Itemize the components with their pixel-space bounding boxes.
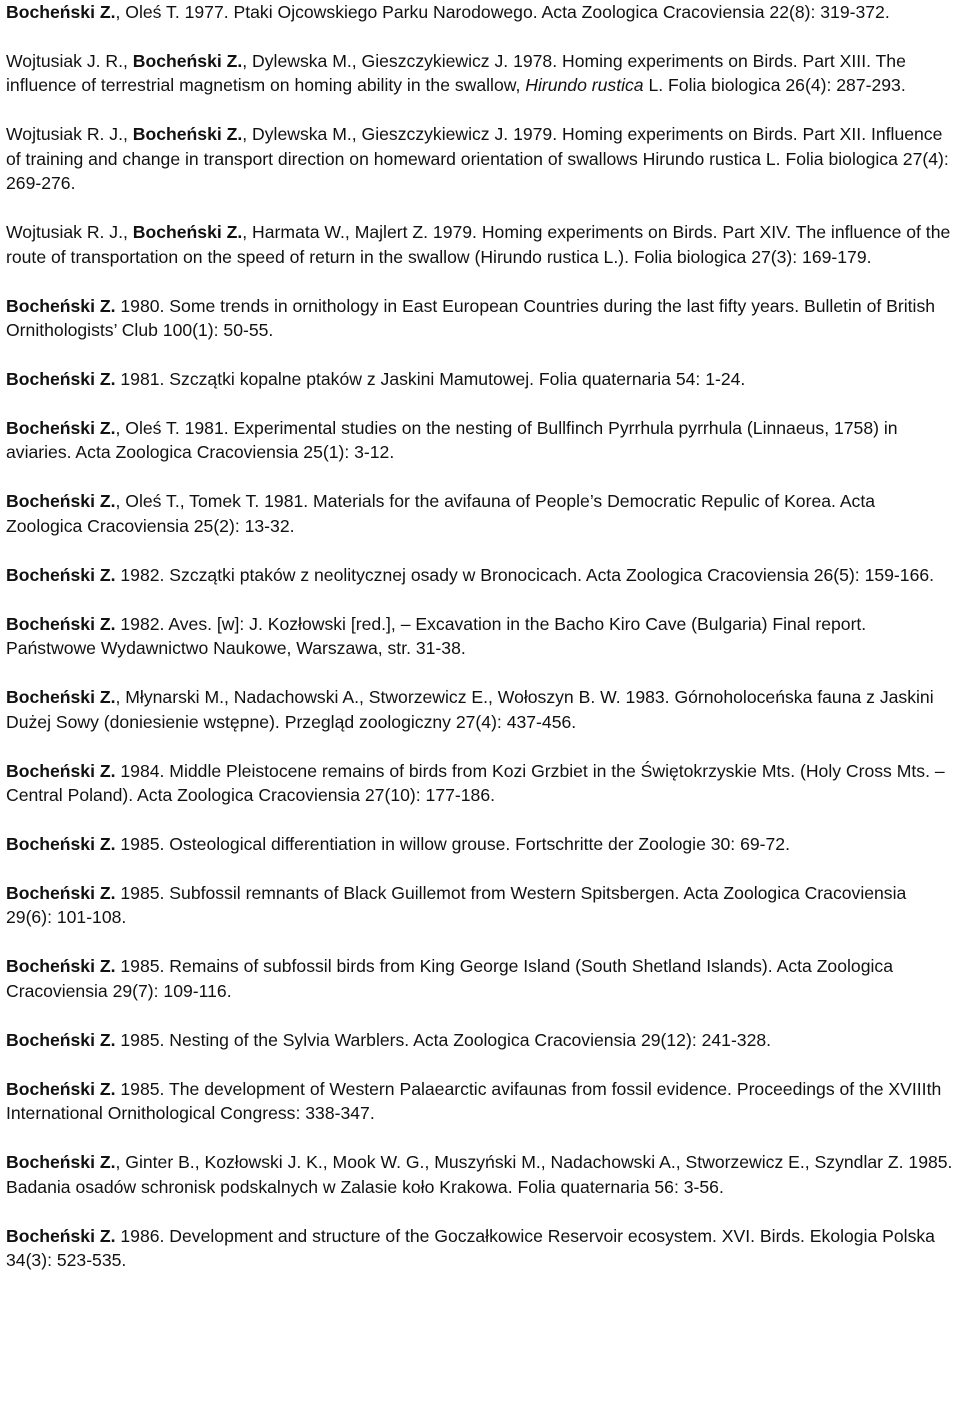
author-name-bold: Bocheński Z. — [6, 1078, 116, 1099]
reference-entry — [6, 220, 956, 269]
author-name-bold: Bocheński Z. — [132, 51, 243, 71]
reference-text: 1985. Remains of subfossil birds from King George Island (South Shetland Islands). Acta Zoologica Cracoviensia 29(7): 109-116. — [6, 956, 898, 1001]
reference-text: , Dylewska M., Gieszczykiewicz J. 1979. Homing experiments on Birds. Part XII. Influence of training and change in transport direction on homeward orientation of swallows Hirundo rustica L. Folia biologica 27(4): 269-276. — [6, 124, 954, 194]
reference-text: , Dylewska M., Gieszczykiewicz J. 1978. Homing experiments on Birds. Part XIII. The influence of terrestrial magnetism on homing ability in the swallow, — [6, 51, 911, 96]
author-name-bold: Bocheński Z. — [132, 222, 243, 243]
reference-text: Wojtusiak R. J., — [6, 222, 133, 243]
reference-entry — [6, 367, 956, 391]
author-name-bold: Bocheński Z. — [6, 1152, 116, 1173]
author-name-bold: Bocheński Z. — [6, 956, 116, 977]
reference-text: , Oleś T. 1981. Experimental studies on the nesting of Bullfinch Pyrrhula pyrrhula (Linnaeus, 1758) in aviaries. Acta Zoologica Cracoviensia 25(1): 3-12. — [6, 418, 903, 463]
author-name-bold: Bocheński Z. — [6, 834, 116, 855]
reference-text: , Oleś T., Tomek T. 1981. Materials for the avifauna of People’s Democratic Repulic of Korea. Acta Zoologica Cracoviensia 25(2): 13-32. — [6, 491, 880, 536]
reference-entry — [6, 0, 956, 24]
reference-list — [6, 0, 956, 1297]
author-name-bold: Bocheński Z. — [6, 687, 116, 708]
author-name-bold: Bocheński Z. — [6, 295, 116, 316]
author-name-bold: Bocheński Z. — [6, 564, 116, 585]
reference-entry — [6, 122, 956, 195]
reference-text: Wojtusiak R. J., — [6, 124, 133, 145]
reference-entry — [6, 1150, 956, 1199]
reference-text: 1982. Szczątki ptaków z neolitycznej osady w Bronocicach. Acta Zoologica Cracoviensia 26(5): 159-166. — [115, 564, 935, 585]
reference-entry — [6, 1224, 956, 1273]
reference-entry — [6, 294, 956, 343]
author-name-bold: Bocheński Z. — [132, 124, 243, 145]
reference-entry — [6, 489, 956, 538]
reference-text: 1980. Some trends in ornithology in East European Countries during the last fifty years. Bulletin of British Ornithologists’ Club 100(1): 50-55. — [6, 295, 940, 341]
reference-entry — [6, 1028, 956, 1052]
reference-entry — [6, 1077, 956, 1126]
reference-text: 1981. Szczątki kopalne ptaków z Jaskini Mamutowej. Folia quaternaria 54: 1-24. — [115, 369, 746, 390]
reference-entry — [6, 954, 956, 1003]
reference-text: 1986. Development and structure of the Goczałkowice Reservoir ecosystem. XVI. Birds. Ekologia Polska 34(3): 523-535. — [6, 1225, 940, 1271]
reference-text: , Oleś T. 1977. Ptaki Ojcowskiego Parku Narodowego. Acta Zoologica Cracoviensia 22(8): 319-372. — [115, 2, 890, 22]
reference-text: 1985. The development of Western Palaearctic avifaunas from fossil evidence. Proceedings of the XVIIIth International Ornithological Congress: 338-347. — [6, 1078, 947, 1124]
reference-entry — [6, 881, 956, 930]
reference-entry — [6, 759, 956, 808]
author-name-bold: Bocheński Z. — [6, 1029, 116, 1050]
reference-text: L. Folia biologica 26(4): 287-293. — [643, 75, 906, 96]
reference-entry — [6, 685, 956, 734]
author-name-bold: Bocheński Z. — [6, 369, 116, 390]
reference-text: 1984. Middle Pleistocene remains of birds from Kozi Grzbiet in the Świętokrzyskie Mts. (Holy Cross Mts. – Central Poland). Acta Zoologica Cracoviensia 27(10): 177-186. — [6, 760, 950, 806]
reference-entry — [6, 832, 956, 856]
author-name-bold: Bocheński Z. — [6, 418, 116, 439]
reference-text: , Harmata W., Majlert Z. 1979. Homing experiments on Birds. Part XIV. The influence of the route of transportation on the speed of return in the swallow (Hirundo rustica L.). Folia biologica 27(3): 169-179. — [6, 222, 956, 267]
author-name-bold: Bocheński Z. — [6, 491, 116, 512]
reference-text: , Młynarski M., Nadachowski A., Stworzewicz E., Wołoszyn B. W. 1983. Górnoholoceńska fauna z Jaskini Dużej Sowy (doniesienie wstępne). Przegląd zoologiczny 27(4): 437-456. — [6, 687, 939, 732]
author-name-bold: Bocheński Z. — [6, 1225, 116, 1246]
reference-text: 1985. Subfossil remnants of Black Guillemot from Western Spitsbergen. Acta Zoologica Cracoviensia 29(6): 101-108. — [6, 883, 912, 928]
author-name-bold: Bocheński Z. — [6, 613, 116, 634]
reference-text: , Ginter B., Kozłowski J. K., Mook W. G., Muszyński M., Nadachowski A., Stworzewicz E., Szyndlar Z. 1985. Badania osadów schronisk podskalnych w Zalasie koło Krakowa. Folia quaternaria 56: 3-56. — [6, 1152, 958, 1197]
reference-text: 1985. Nesting of the Sylvia Warblers. Acta Zoologica Cracoviensia 29(12): 241-328. — [115, 1029, 772, 1050]
species-name-italic: Hirundo rustica — [525, 75, 644, 96]
author-name-bold: Bocheński Z. — [6, 2, 116, 22]
reference-text: 1982. Aves. [w]: J. Kozłowski [red.], – Excavation in the Bacho Kiro Cave (Bulgaria) Final report. Państwowe Wydawnictwo Naukowe, Warszawa, str. 31-38. — [6, 613, 872, 659]
reference-text: 1985. Osteological differentiation in willow grouse. Fortschritte der Zoologie 30: 69-72. — [115, 834, 790, 855]
reference-entry — [6, 563, 956, 587]
author-name-bold: Bocheński Z. — [6, 760, 116, 781]
reference-entry — [6, 612, 956, 661]
reference-text: Wojtusiak J. R., — [6, 51, 133, 71]
author-name-bold: Bocheński Z. — [6, 883, 116, 904]
reference-entry — [6, 416, 956, 465]
reference-entry — [6, 49, 956, 98]
